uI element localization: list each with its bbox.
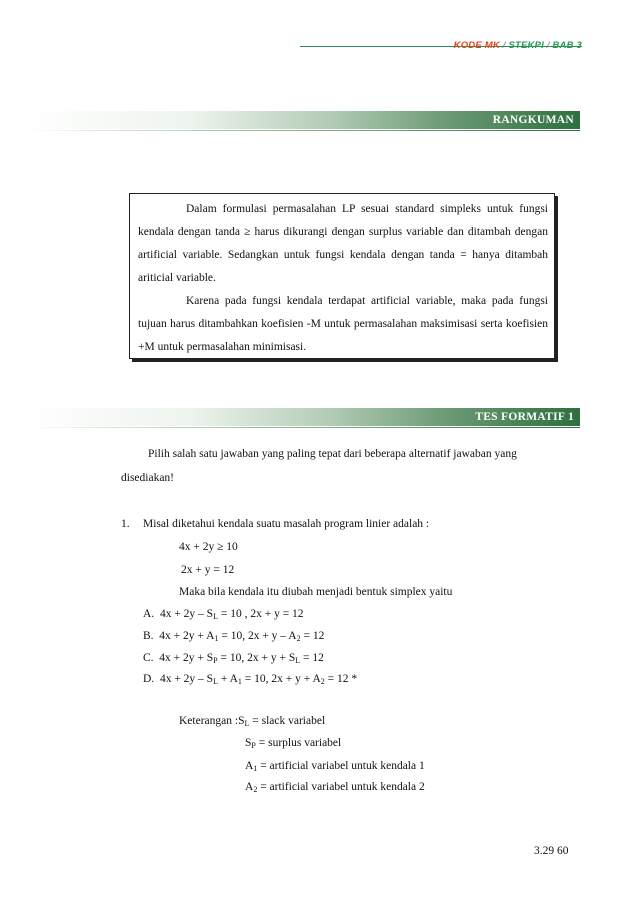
subscript: 1: [214, 634, 219, 643]
option-text: 4x + 2y – S: [159, 673, 214, 685]
option-c[interactable]: [143, 651, 324, 668]
option-text: + A: [217, 673, 238, 685]
section-title-rangkuman: RANGKUMAN: [492, 114, 574, 126]
option-text: = 10, 2x + y – A: [218, 630, 297, 642]
section-bar-rangkuman: [24, 111, 580, 129]
option-text: = 10, 2x + y + S: [217, 652, 296, 664]
section-underline: [24, 130, 580, 131]
option-label: C.: [143, 652, 154, 664]
note-symbol: A: [245, 760, 254, 772]
note-line-4: [245, 780, 425, 797]
option-d[interactable]: [143, 672, 357, 689]
note-line-2: [245, 736, 341, 753]
instruction-line-2: disediakan!: [121, 472, 175, 484]
section-bar-tes-formatif: [24, 408, 580, 426]
header-stekpi: STEKPI: [508, 40, 544, 51]
option-text: = 12: [300, 652, 324, 664]
note-text: = surplus variabel: [255, 737, 342, 749]
summary-paragraph-1: Dalam formulasi permasalahan LP sesuai standard simpleks untuk fungsi kendala dengan tanda ≥ harus dikurangi dengan surplus variable dan ditambah dengan artificial variable. Sedangkan untuk fungsi kendala dengan tanda = hanya ditambah ariticial variable.: [138, 203, 548, 284]
option-text: 4x + 2y + A: [159, 630, 215, 642]
note-text: = slack variabel: [249, 715, 326, 727]
instruction-line-1: Pilih salah satu jawaban yang paling tepat dari beberapa alternatif jawaban yang: [148, 448, 517, 460]
constraint-1: 4x + 2y ≥ 10: [179, 541, 238, 553]
subscript: 1: [237, 677, 242, 686]
constraint-2: 2x + y = 12: [181, 564, 235, 576]
header-bab: BAB 3: [552, 40, 582, 51]
option-a[interactable]: [143, 607, 304, 624]
notes-title: Keterangan :: [179, 715, 239, 727]
summary-box: [129, 193, 555, 359]
section-underline: [24, 427, 580, 428]
option-text: 4x + 2y + S: [159, 652, 214, 664]
subscript: P: [251, 741, 256, 750]
subscript: 2: [296, 634, 301, 643]
option-label: D.: [143, 673, 155, 685]
option-text: = 12: [300, 630, 325, 642]
subscript: L: [295, 656, 301, 665]
header-separator: /: [499, 40, 509, 51]
note-line-1: [179, 714, 325, 731]
note-symbol: A: [245, 781, 254, 793]
question-number: 1.: [121, 518, 130, 530]
page-number: 3.29 60: [534, 845, 569, 857]
subscript: P: [213, 656, 218, 665]
question-prompt: Maka bila kendala itu diubah menjadi bentuk simplex yaitu: [179, 586, 453, 598]
subscript: L: [213, 612, 218, 621]
option-label: A.: [143, 608, 155, 620]
note-symbol: S: [238, 715, 245, 727]
note-text: = artificial variabel untuk kendala 1: [257, 760, 425, 772]
option-text: = 12 *: [324, 673, 358, 685]
subscript: 1: [253, 764, 258, 773]
running-header: [454, 40, 582, 51]
option-text: = 10 , 2x + y = 12: [217, 608, 304, 620]
note-text: = artificial variabel untuk kendala 2: [257, 781, 425, 793]
subscript: L: [213, 677, 218, 686]
question-stem: Misal diketahui kendala suatu masalah program linier adalah :: [143, 518, 430, 530]
note-line-3: [245, 759, 425, 776]
option-label: B.: [143, 630, 154, 642]
summary-paragraph-2: Karena pada fungsi kendala terdapat artificial variable, maka pada fungsi tujuan harus ditambahkan koefisien -M untuk permasalahan maksimisasi serta koefisien +M untuk permasalahan minimisasi.: [138, 295, 548, 353]
note-symbol: S: [245, 737, 252, 749]
subscript: 2: [253, 785, 258, 794]
option-text: 4x + 2y – S: [159, 608, 214, 620]
header-separator: /: [543, 40, 553, 51]
section-title-tes-formatif: TES FORMATIF 1: [475, 411, 574, 423]
subscript: L: [244, 719, 250, 728]
option-text: = 10, 2x + y + A: [241, 673, 321, 685]
option-b[interactable]: [143, 629, 324, 646]
header-code: KODE MK: [453, 40, 500, 51]
subscript: 2: [320, 677, 325, 686]
